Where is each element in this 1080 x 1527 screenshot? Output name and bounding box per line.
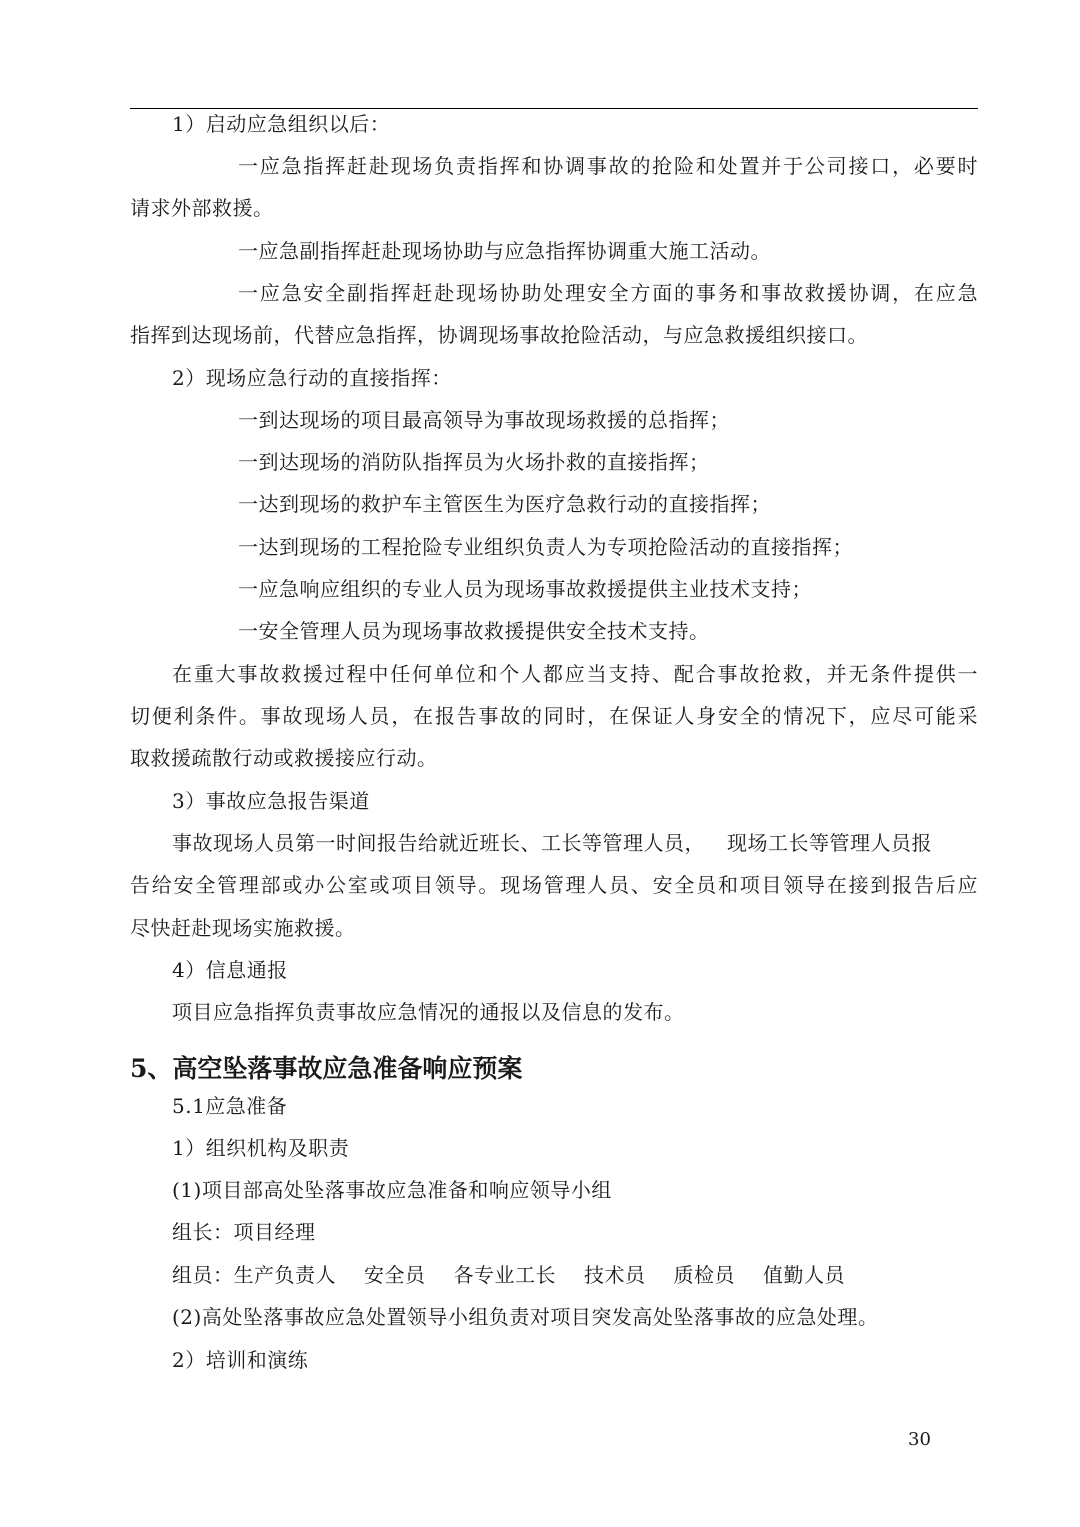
- paragraph-line: 切便利条件。事故现场人员，在报告事故的同时，在保证人身安全的情况下，应尽可能采: [130, 704, 978, 728]
- member-item: 各专业工长: [453, 1263, 556, 1287]
- paragraph-line: 一到达现场的项目最高领导为事故现场救援的总指挥；: [238, 408, 730, 432]
- paragraph-line: 项目应急指挥负责事故应急情况的通报以及信息的发布。: [172, 1000, 685, 1024]
- list-item-report-channel: 3）事故应急报告渠道: [172, 789, 370, 813]
- paragraph-line: 在重大事故救援过程中任何单位和个人都应当支持、配合事故抢救，并无条件提供一: [172, 662, 978, 686]
- member-item: 质检员: [673, 1263, 735, 1287]
- members-label: 组员：: [172, 1263, 234, 1287]
- team-leader-line: 组长：项目经理: [172, 1220, 316, 1244]
- list-item-training: 2）培训和演练: [172, 1348, 309, 1372]
- paragraph-line: 一安全管理人员为现场事故救援提供安全技术支持。: [238, 619, 710, 643]
- page-number: 30: [908, 1429, 931, 1450]
- paragraph-line: 尽快赶赴现场实施救援。: [130, 916, 356, 940]
- list-item-direct-command: 2）现场应急行动的直接指挥：: [172, 366, 452, 390]
- header-rule: [130, 108, 978, 109]
- section-heading: 5、高空坠落事故应急准备响应预案: [130, 1054, 523, 1083]
- paragraph-line: 指挥到达现场前，代替应急指挥，协调现场事故抢险活动，与应急救援组织接口。: [130, 323, 868, 347]
- paragraph-line: 一达到现场的工程抢险专业组织负责人为专项抢险活动的直接指挥；: [238, 535, 853, 559]
- member-item: 值勤人员: [763, 1263, 845, 1287]
- member-item: 安全员: [364, 1263, 426, 1287]
- paragraph-line: 一应急指挥赶赴现场负责指挥和协调事故的抢险和处置并于公司接口，必要时: [238, 154, 978, 178]
- paragraph-line: 一到达现场的消防队指挥员为火场扑救的直接指挥；: [238, 450, 710, 474]
- member-item: 生产负责人: [233, 1263, 336, 1287]
- paragraph-line: 一应急副指挥赶赴现场协助与应急指挥协调重大施工活动。: [238, 239, 771, 263]
- paragraph-line: 一达到现场的救护车主管医生为医疗急救行动的直接指挥；: [238, 492, 771, 516]
- list-item-start-org: 1）启动应急组织以后：: [172, 112, 391, 136]
- member-item: 技术员: [584, 1263, 646, 1287]
- paragraph-line: 告给安全管理部或办公室或项目领导。现场管理人员、安全员和项目领导在接到报告后应: [130, 873, 978, 897]
- list-item-org-structure: 1）组织机构及职责: [172, 1136, 350, 1160]
- paragraph-line: 事故现场人员第一时间报告给就近班长、工长等管理人员， 现场工长等管理人员报: [172, 831, 932, 855]
- team-members-line: [172, 1261, 845, 1289]
- paragraph-line: 取救援疏散行动或救援接应行动。: [130, 746, 438, 770]
- paragraph-line: (2)高处坠落事故应急处置领导小组负责对项目突发高处坠落事故的应急处理。: [172, 1305, 879, 1329]
- list-item-info-notice: 4）信息通报: [172, 958, 288, 982]
- paragraph-line: 一应急安全副指挥赶赴现场协助处理安全方面的事务和事故救援协调，在应急: [238, 281, 978, 305]
- paragraph-line: 请求外部救援。: [130, 196, 274, 220]
- paragraph-line: (1)项目部高处坠落事故应急准备和响应领导小组: [172, 1178, 612, 1202]
- paragraph-line: 一应急响应组织的专业人员为现场事故救援提供主业技术支持；: [238, 577, 812, 601]
- subsection-title: 5.1应急准备: [172, 1094, 288, 1118]
